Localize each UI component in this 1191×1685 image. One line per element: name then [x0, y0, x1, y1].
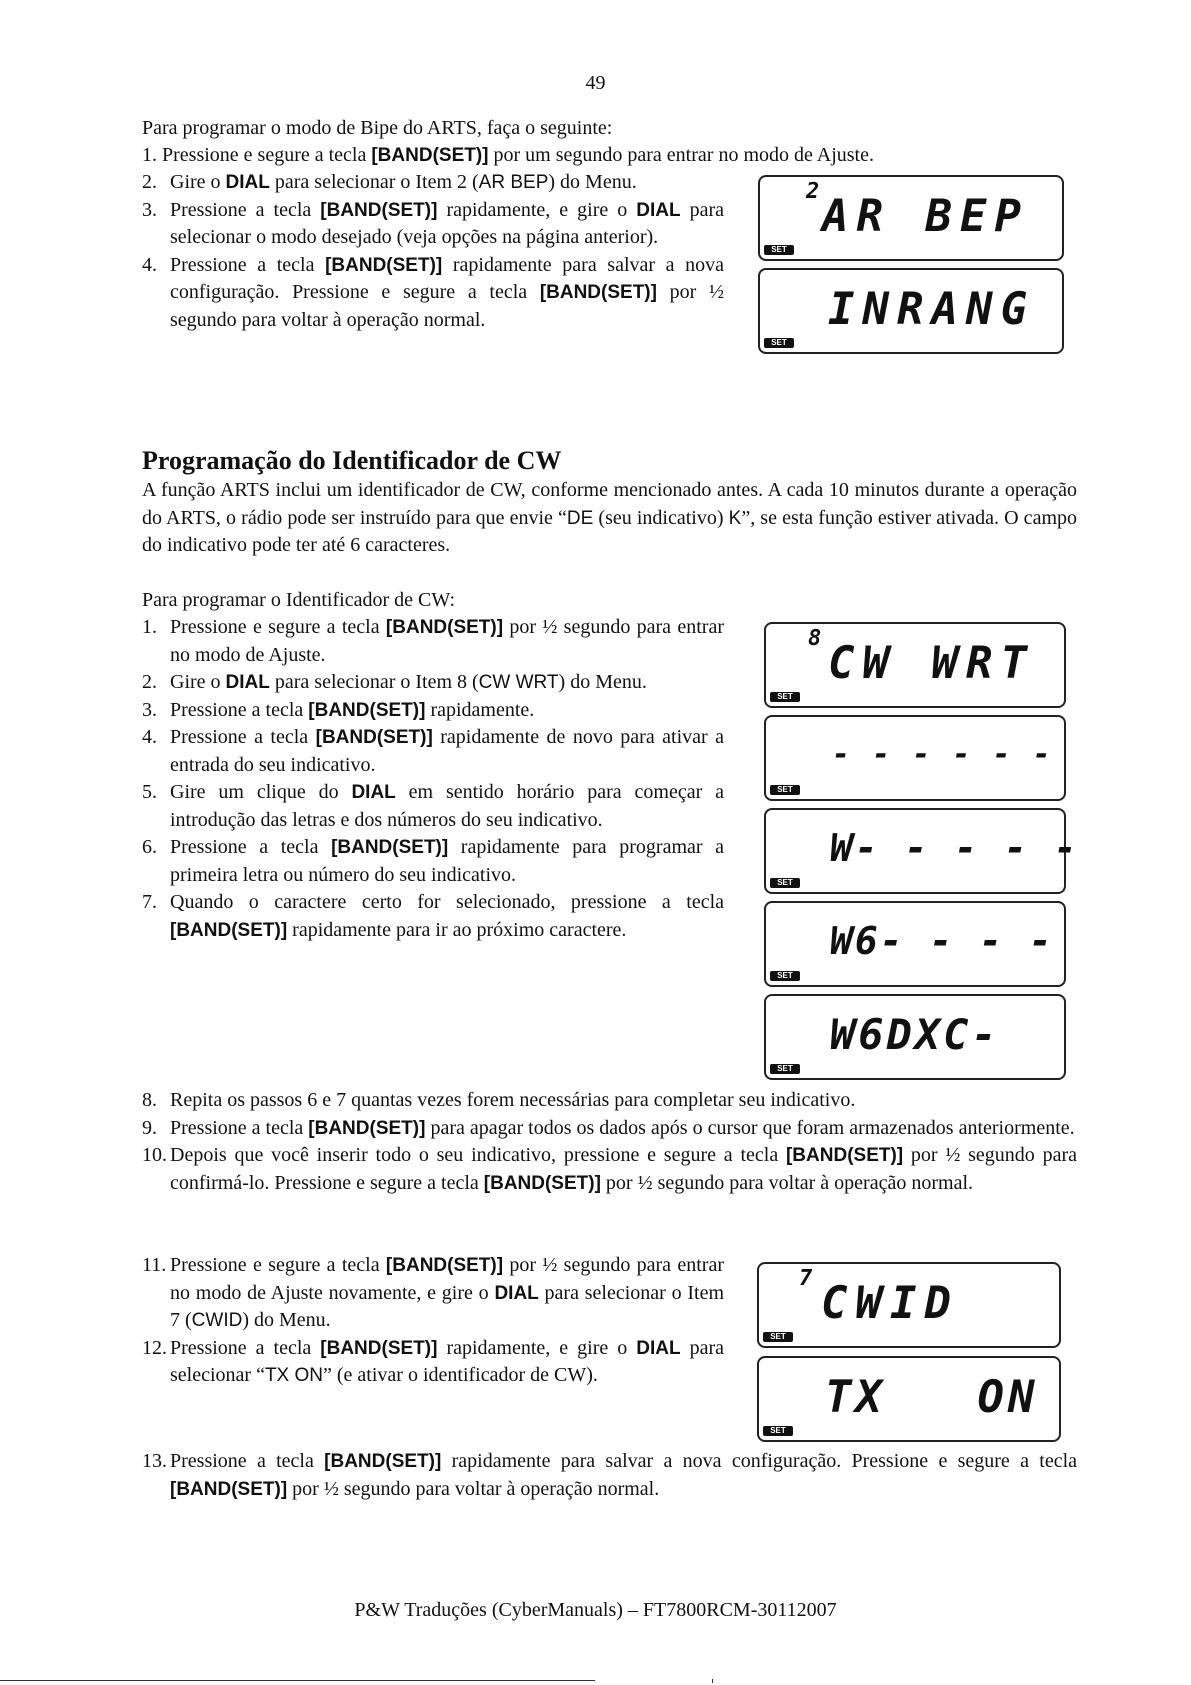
- band-set-key: [BAND(SET)]: [371, 145, 489, 166]
- lcd-display-inrang: INRANG SET: [758, 268, 1064, 354]
- dial-key: DIAL: [494, 1282, 539, 1304]
- cw-step-9: 9. Pressione a tecla [BAND(SET)] para apagar todos os dados após o cursor que foram armazenados anteriormente.: [142, 1116, 1075, 1139]
- cw-steps-list: [142, 614, 724, 944]
- band-set-key: [BAND(SET)]: [385, 617, 504, 638]
- band-set-key: [BAND(SET)]: [320, 1337, 438, 1359]
- set-badge: SET: [763, 1426, 793, 1436]
- band-set-key: [BAND(SET)]: [170, 1478, 288, 1500]
- set-badge: SET: [770, 878, 800, 888]
- footer-rule: [0, 1680, 595, 1681]
- band-set-key: [BAND(SET)]: [385, 1255, 504, 1276]
- bipe-step-3: 3. Pressione a tecla [BAND(SET)] rapidamente, e gire o DIAL para selecionar o modo desejado (veja opções na página anterior).: [142, 198, 724, 248]
- cw-step-12: 12. Pressione a tecla [BAND(SET)] rapidamente, e gire o DIAL para selecionar “TX ON” (e ativar o identificador de CW).: [142, 1336, 724, 1386]
- band-set-key: [BAND(SET)]: [539, 282, 657, 303]
- band-set-key: [BAND(SET)]: [320, 199, 438, 221]
- cw-description: A função ARTS inclui um identificador de CW, conforme mencionado antes. A cada 10 minutos durante a operação do ARTS, o rádio pode ser instruído para que envie “DE (seu indicativo) K”, se esta função estiver ativada. O campo do indicativo pode ter até 6 caracteres.: [142, 479, 1077, 556]
- dial-key: DIAL: [636, 199, 681, 221]
- bipe-step-2: 2. Gire o DIAL para selecionar o Item 2 (AR BEP) do Menu.: [142, 171, 637, 193]
- band-set-key: [BAND(SET)]: [331, 837, 449, 858]
- section-title: Programação do Identificador de CW: [142, 446, 562, 475]
- lcd-display-callsign-w6dxc: W6DXC- SET: [764, 994, 1066, 1080]
- cw-step-4: 4. Pressione a tecla [BAND(SET)] rapidamente de novo para ativar a entrada do seu indicativo.: [142, 726, 724, 776]
- lcd-display-cwid: 7 CWID SET: [757, 1262, 1061, 1348]
- page-number: 49: [585, 72, 606, 94]
- cw-step-1: 1. Pressione e segure a tecla [BAND(SET)] por ½ segundo para entrar no modo de Ajuste.: [142, 616, 724, 666]
- band-set-key: [BAND(SET)]: [324, 1451, 442, 1472]
- band-set-key: [BAND(SET)]: [308, 1117, 426, 1139]
- bipe-step-4: 4. Pressione a tecla [BAND(SET)] rapidamente para salvar a nova configuração. Pressione e segure a tecla [BAND(SET)] por ½ segundo para voltar à operação normal.: [142, 253, 725, 331]
- dial-key: DIAL: [351, 782, 396, 803]
- cw-step-6: 6. Pressione a tecla [BAND(SET)] rapidamente para programar a primeira letra ou número do seu indicativo.: [142, 836, 725, 886]
- lcd-display-cw-wrt: 8 CW WRT SET: [764, 622, 1066, 708]
- lcd-display-second-char: W6- - - - SET: [764, 901, 1066, 987]
- cw-steps-list-cont: [142, 1087, 1077, 1197]
- cw-intro: Para programar o Identificador de CW:: [142, 589, 456, 611]
- lcd-display-ar-bep: 2 AR BEP SET: [758, 175, 1064, 261]
- set-badge: SET: [770, 692, 800, 702]
- set-badge: SET: [770, 785, 800, 795]
- band-set-key: [BAND(SET)]: [325, 254, 443, 276]
- set-badge: SET: [764, 338, 794, 348]
- cw-step-13: 13. Pressione a tecla [BAND(SET)] rapidamente para salvar a nova configuração. Pressione e segure a tecla [BAND(SET)] por ½ segundo para voltar à operação normal.: [142, 1450, 1078, 1500]
- set-badge: SET: [770, 1064, 800, 1074]
- band-set-key: [BAND(SET)]: [785, 1145, 904, 1166]
- bipe-intro: Para programar o modo de Bipe do ARTS, faça o seguinte:: [142, 117, 613, 139]
- band-set-key: [BAND(SET)]: [170, 919, 288, 941]
- lcd-display-empty-callsign: - - - - - - SET: [764, 715, 1066, 801]
- cw-step-7: 7. Quando o caractere certo for selecionado, pressione a tecla [BAND(SET)] rapidamente para ir ao próximo caractere.: [142, 891, 724, 941]
- lcd-display-first-letter: W- - - - - SET: [764, 808, 1066, 894]
- cw-step-8: 8. Repita os passos 6 e 7 quantas vezes forem necessárias para completar seu indicativo.: [142, 1089, 856, 1111]
- cw-steps-list-final: [142, 1252, 724, 1390]
- page-footer: P&W Traduções (CyberManuals) – FT7800RCM-30112007: [354, 1599, 837, 1621]
- cw-step-11: 11. Pressione e segure a tecla [BAND(SET)] por ½ segundo para entrar no modo de Ajuste novamente, e gire o DIAL para selecionar o Item 7 (CWID) do Menu.: [142, 1254, 724, 1331]
- band-set-key: [BAND(SET)]: [483, 1172, 601, 1194]
- cw-steps-list-last: [142, 1448, 1077, 1503]
- bipe-steps-list: [142, 169, 724, 334]
- band-set-key: [BAND(SET)]: [308, 699, 426, 721]
- cw-step-3: 3. Pressione a tecla [BAND(SET)] rapidamente.: [142, 698, 535, 721]
- set-badge: SET: [764, 245, 794, 255]
- set-badge: SET: [763, 1332, 793, 1342]
- band-set-key: [BAND(SET)]: [315, 727, 433, 748]
- lcd-display-tx-on: TX ON SET: [757, 1356, 1061, 1442]
- dial-key: DIAL: [225, 672, 270, 693]
- bipe-step-1: 1. Pressione e segure a tecla [BAND(SET)] por um segundo para entrar no modo de Ajuste.: [142, 144, 874, 166]
- cw-step-5: 5. Gire um clique do DIAL em sentido horário para começar a introdução das letras e dos números do seu indicativo.: [142, 781, 724, 831]
- dial-key: DIAL: [225, 172, 270, 193]
- dial-key: DIAL: [636, 1337, 681, 1359]
- cw-step-10: 10. Depois que você inserir todo o seu indicativo, pressione e segure a tecla [BAND(SET)] por ½ segundo para confirmá-lo. Pressione e segure a tecla [BAND(SET)] por ½ segundo para voltar à operação normal.: [142, 1144, 1077, 1194]
- cw-step-2: 2. Gire o DIAL para selecionar o Item 8 (CW WRT) do Menu.: [142, 671, 647, 693]
- footer-tick: [712, 1679, 713, 1683]
- set-badge: SET: [770, 971, 800, 981]
